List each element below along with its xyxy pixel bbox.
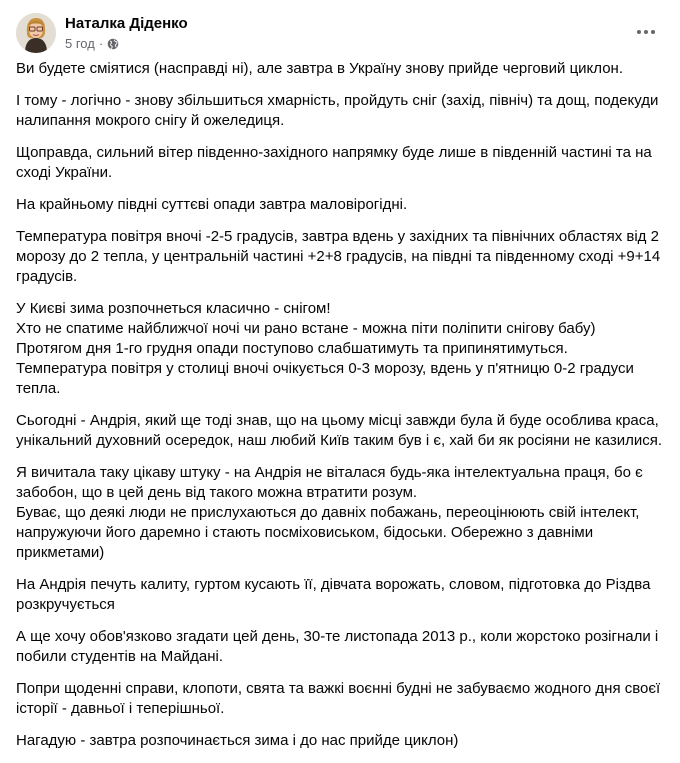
post-text-line: Буває, що деякі люди не прислухаються до давніх побажань, переоцінюють свій інтелект, [16, 504, 640, 521]
post-text-line: унікальний духовний осередок, наш любий Київ таким був і є, хай би як росіяни не казилися. [16, 432, 663, 449]
post-paragraph [16, 731, 664, 751]
post-paragraph [16, 575, 664, 615]
avatar-photo [16, 13, 56, 53]
post-text-line: напружуючи його даремно і стають посміховиськом, бідоськи. Обережно з давніми [16, 524, 594, 541]
post-paragraph [16, 227, 664, 287]
post-text-line: тепла. [16, 380, 61, 397]
post-paragraph [16, 627, 664, 667]
post-text-line: Протягом дня 1-го грудня опади поступово слабшатимуть та припинятимуться. [16, 340, 568, 357]
post-header [16, 12, 188, 54]
post-text-line: А ще хочу обов'язково згадати цей день, 30-те листопада 2013 р., коли жорстоко розігнали і [16, 628, 659, 645]
post-text-line: Сьогодні - Андрія, який ще тоді знав, що на цьому місці завжди була й буде особлива краса, [16, 412, 659, 429]
avatar[interactable] [16, 13, 56, 53]
post-text-line: Хто не спатиме найближчої ночі чи рано встане - можна піти поліпити снігову бабу) [16, 320, 596, 337]
separator-dot: · [98, 36, 104, 51]
author-name[interactable]: Наталка Діденко [65, 15, 188, 32]
post-text-line: Температура повітря у столиці вночі очікується 0-3 морозу, вдень у п'ятницю 0-2 градуси [16, 360, 634, 377]
post-paragraph [16, 195, 664, 215]
post-paragraph [16, 679, 664, 719]
post-text-line: Я вичитала таку цікаву штуку - на Андрія не віталася будь-яка інтелектуальна праця, бо є [16, 464, 643, 481]
post-paragraph [16, 143, 664, 183]
post-text-line: Попри щоденні справи, клопоти, свята та важкі воєнні будні не забуваємо жодного дня своєї [16, 680, 661, 697]
post-text-line: Ви будете сміятися (насправді ні), але завтра в Україну знову прийде черговий циклон. [16, 60, 623, 77]
post-paragraph [16, 59, 664, 79]
post-text-line: розкручується [16, 596, 115, 613]
post-paragraph [16, 411, 664, 451]
post-text-line: сході України. [16, 164, 113, 181]
more-options-button[interactable] [628, 14, 664, 50]
post-paragraph [16, 91, 664, 131]
post-text-line: забобон, що в цей день від такого можна втратити розум. [16, 484, 418, 501]
post-paragraph [16, 463, 664, 563]
post-text-line: І тому - логічно - знову збільшиться хмарність, пройдуть сніг (захід, північ) та дощ, подекуди [16, 92, 659, 109]
post-text-line: Щоправда, сильний вітер південно-західного напрямку буде лише в південній частині та на [16, 144, 652, 161]
post-text-line: Нагадую - завтра розпочинається зима і до нас прийде циклон) [16, 732, 459, 749]
post-text-line: історії - давньої і теперішньої. [16, 700, 225, 717]
post-text-line: На крайньому півдні суттєві опади завтра маловірогідні. [16, 196, 408, 213]
post-subline [65, 36, 188, 52]
post-meta [65, 14, 188, 52]
post-text-line: На Андрія печуть калиту, гуртом кусають її, дівчата ворожать, словом, підготовка до Різдва [16, 576, 651, 593]
more-horizontal-icon [636, 29, 656, 35]
post-text-line: прикметами) [16, 544, 105, 561]
post-text-line: побили студентів на Майдані. [16, 648, 224, 665]
post-text-line: У Києві зима розпочнеться класично - снігом! [16, 300, 331, 317]
post-text-line: градусів. [16, 268, 78, 285]
globe-icon [107, 38, 119, 50]
post-paragraph [16, 299, 664, 399]
post-text-line: налипання мокрого снігу й ожеледиця. [16, 112, 285, 129]
post-text [16, 59, 664, 763]
post-text-line: Температура повітря вночі -2-5 градусів, завтра вдень у західних та північних областях від 2 [16, 228, 659, 245]
post-timestamp[interactable]: 5 год [65, 36, 95, 51]
post-text-line: морозу до 2 тепла, у центральній частині +2+8 градусів, на півдні та південному сході +9+14 [16, 248, 661, 265]
